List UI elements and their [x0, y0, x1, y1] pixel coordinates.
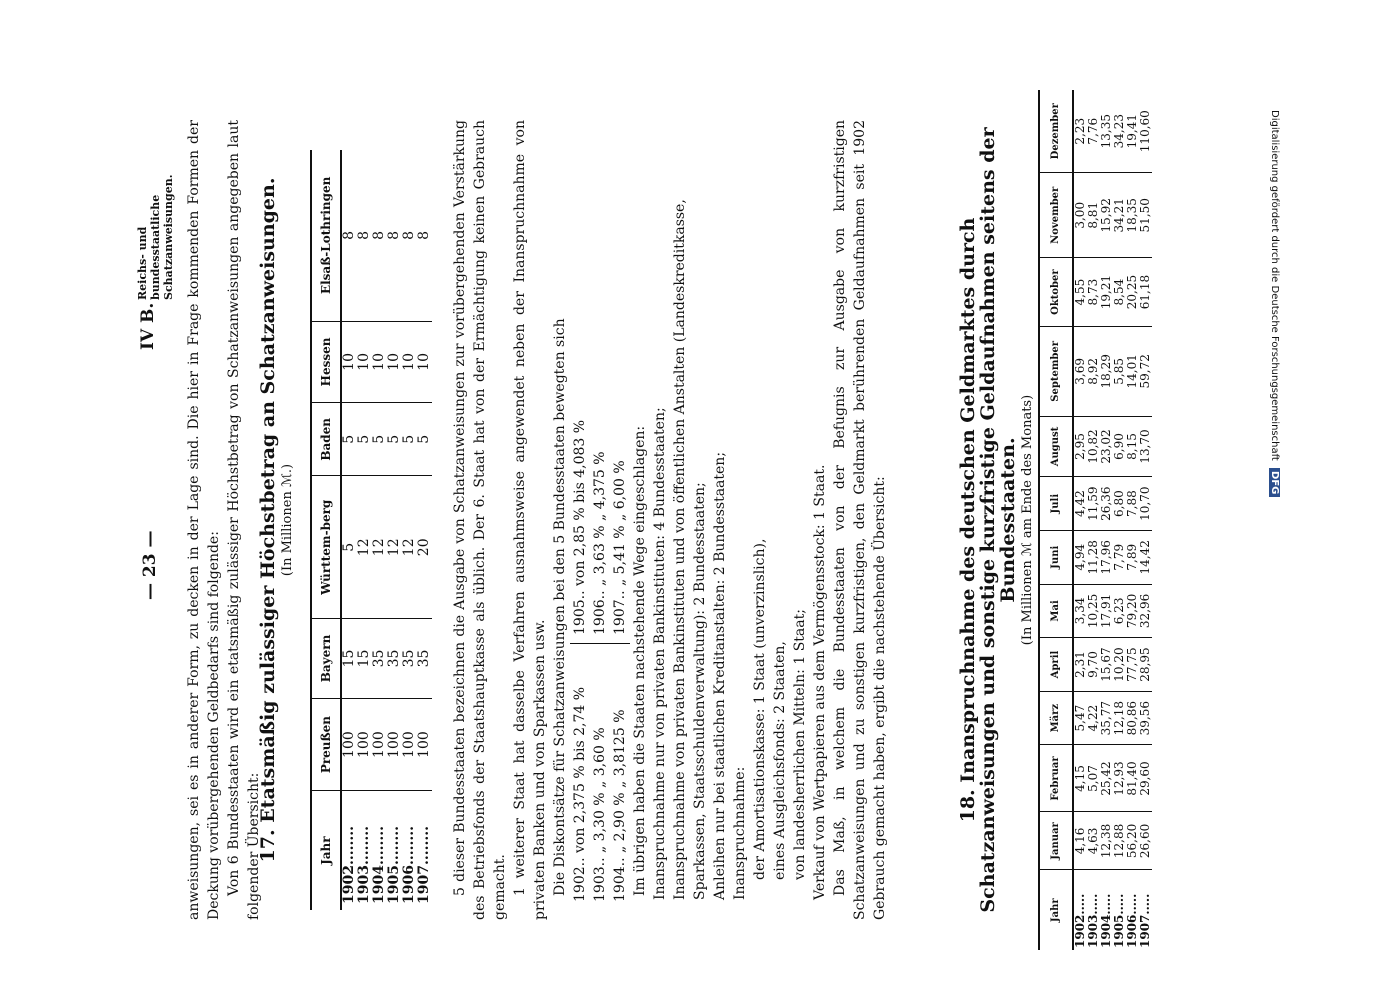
discount-rates — [570, 120, 630, 902]
table18-cell: 19,41 — [1126, 90, 1139, 173]
table18-col-header: Januar — [1039, 812, 1073, 870]
table18-cell: 2,23 — [1073, 90, 1087, 173]
table18-cell: 20,25 — [1126, 258, 1139, 327]
table17-cell: 10 — [357, 321, 372, 402]
table18-cell: 29,60 — [1139, 745, 1152, 812]
table18-cell: 34,23 — [1113, 90, 1126, 173]
table18-col-header: Juni — [1039, 530, 1073, 584]
table17-cell: 100 — [417, 698, 432, 790]
intro-paragraph-1: anweisungen, sei es in anderer Form, zu decken in der Lage sind. Die hier in Frage kommenden Formen der Deckung vorübergehenden Geldbedarfs sind folgende: — [186, 120, 222, 920]
table18-cell: 79,20 — [1126, 584, 1139, 638]
table18-cell: 81,40 — [1126, 745, 1139, 812]
table17-cell: 100 — [357, 698, 372, 790]
digitization-footer — [1269, 110, 1280, 497]
table18-cell: 4,55 — [1073, 258, 1087, 327]
table18-col-header: März — [1039, 691, 1073, 745]
table17-row — [402, 150, 417, 910]
table18-cell: 15,92 — [1100, 173, 1113, 258]
mid-paragraph-5: Das Maß, in welchem die Bundesstaaten von der Befugnis zur Ausgabe von kurzfristigen Schatzanweisungen und zu sonstigen kurzfristigen, den Geldmarkt berührenden Geldaufnahmen seit 1902 Gebrauch gemacht haben, ergibt die nachstehende Übersicht: — [832, 120, 888, 920]
table17-cell: 10 — [372, 321, 387, 402]
discount-rate-line: 1904.. „ 2,90 % „ 3,8125 % — [612, 709, 628, 902]
table18-cell: 7,79 — [1113, 530, 1126, 584]
table17-cell: 35 — [402, 619, 417, 699]
table17-cell: 5 — [372, 403, 387, 476]
table17-cell: 10 — [387, 321, 402, 402]
table17-cell: 100 — [402, 698, 417, 790]
table18-cell: 8,73 — [1087, 258, 1100, 327]
table18-col-header: Juli — [1039, 477, 1073, 531]
table18-cell: 1907..... — [1138, 893, 1152, 948]
mid-paragraph-2: 1 weiterer Staat hat dasselbe Verfahren ausnahmsweise angewendet neben der Inanspruchnahme von privaten Banken und von Sparkassen usw. — [512, 120, 548, 920]
table18-cell: 3,00 — [1073, 173, 1087, 258]
discount-rate-line: 1902.. von 2,375 % bis 2,74 % — [572, 686, 588, 902]
middle-text — [450, 120, 890, 920]
table18-cell: 12,18 — [1113, 691, 1126, 745]
table17-row — [341, 150, 357, 910]
table18-cell: 77,75 — [1126, 638, 1139, 692]
table17-cell: 100 — [372, 698, 387, 790]
discount-rate-line: 1906.. „ 3,63 % „ 4,375 % — [592, 451, 608, 635]
table17-cell: 1907........ — [416, 826, 432, 904]
table18-cell: 7,89 — [1126, 530, 1139, 584]
table18-col-header: September — [1039, 327, 1073, 417]
table18-cell: 8,92 — [1087, 327, 1100, 417]
table17-cell: 12 — [402, 476, 417, 619]
table18-cell: 80,86 — [1126, 691, 1139, 745]
list-item: eines Ausgleichsfonds: 2 Staaten, — [772, 641, 788, 880]
table18-cell: 12,88 — [1113, 812, 1126, 870]
table17-cell: 8 — [341, 150, 357, 321]
table18-cell: 13,35 — [1100, 90, 1113, 173]
table18-body — [1073, 90, 1152, 950]
table18-cell: 3,69 — [1073, 327, 1087, 417]
discount-rate-line: 1905.. von 2,85 % bis 4,083 % — [572, 419, 588, 635]
table18-cell: 13,70 — [1139, 416, 1152, 477]
section-subtitle: Reichs- und bundesstaatliche Schatzanweisungen. — [136, 174, 175, 300]
table17-row — [387, 150, 402, 910]
table18-title: 18. Inanspruchnahme des deutschen Geldmarktes durch Schatzanweisungen und sonstige kurzfristige Geldaufnahmen seitens der Bundesstaaten. — [957, 127, 1019, 913]
table18-cell: 59,72 — [1139, 327, 1152, 417]
table18-cell: 25,42 — [1100, 745, 1113, 812]
table17-col-header: Baden — [311, 403, 341, 476]
table18-cell: 5,07 — [1087, 745, 1100, 812]
discount-rates-left — [570, 662, 630, 902]
table17-row — [417, 150, 432, 910]
table18-row — [1073, 90, 1087, 950]
table18-cell: 17,91 — [1100, 584, 1113, 638]
table18-cell: 8,81 — [1087, 173, 1100, 258]
table17-col-header: Bayern — [311, 619, 341, 699]
table17-cell: 1904........ — [371, 826, 387, 904]
table18-cell: 4,15 — [1073, 745, 1087, 812]
table18-cell: 1906..... — [1125, 893, 1139, 948]
table18-cell: 39,56 — [1139, 691, 1152, 745]
table18-cell: 2,95 — [1073, 416, 1087, 477]
table18-cell: 35,77 — [1100, 691, 1113, 745]
table18-cell: 10,20 — [1113, 638, 1126, 692]
table18-cell: 12,93 — [1113, 745, 1126, 812]
table18-cell: 10,82 — [1087, 416, 1100, 477]
table18-cell: 1903..... — [1086, 893, 1100, 948]
table17-cell: 12 — [357, 476, 372, 619]
page-header — [136, 30, 180, 990]
ways-list — [650, 120, 830, 920]
table17-cell: 5 — [402, 403, 417, 476]
table17-cell: 15 — [357, 619, 372, 699]
table18-cell: 14,42 — [1139, 530, 1152, 584]
table18-cell: 26,60 — [1139, 812, 1152, 870]
table17 — [310, 150, 432, 910]
list-item: Inanspruchnahme nur von privaten Bankinstituten: 4 Bundesstaaten; — [652, 407, 668, 900]
table17-cell: 100 — [341, 698, 357, 790]
table17-cell: 35 — [387, 619, 402, 699]
table18-cell: 14,01 — [1126, 327, 1139, 417]
table18-cell: 18,29 — [1100, 327, 1113, 417]
table17-cell: 5 — [387, 403, 402, 476]
table18-cell: 26,36 — [1100, 477, 1113, 531]
table18-cell: 56,20 — [1126, 812, 1139, 870]
table17-header-row — [311, 150, 341, 910]
mid-paragraph-4: Im übrigen haben die Staaten nachstehende Wege eingeschlagen: — [632, 425, 648, 896]
table17-cell: 8 — [387, 150, 402, 321]
table18-col-header: Oktober — [1039, 258, 1073, 327]
table18-cell: 17,96 — [1100, 530, 1113, 584]
list-item: von landesherrlichen Mitteln: 1 Staat; — [792, 609, 808, 880]
list-item: Inanspruchnahme von privaten Bankinstituten und von öffentlichen Anstalten (Landeskreditkasse, Sparkassen, Staatsschuldenverwaltung): 2 Bundesstaaten; — [672, 199, 708, 900]
table17-cell: 12 — [387, 476, 402, 619]
table17-cell: 10 — [341, 321, 357, 402]
table18-cell: 11,28 — [1087, 530, 1100, 584]
table18-col-header: April — [1039, 638, 1073, 692]
table18-cell: 10,25 — [1087, 584, 1100, 638]
table17-cell: 10 — [417, 321, 432, 402]
table18-cell: 3,34 — [1073, 584, 1087, 638]
table18-row — [1139, 90, 1152, 950]
list-item: Inanspruchnahme: — [732, 766, 748, 900]
table18-col-header: Februar — [1039, 745, 1073, 812]
table17-cell: 5 — [341, 403, 357, 476]
table18-cell: 4,63 — [1087, 812, 1100, 870]
table18-cell: 4,16 — [1073, 812, 1087, 870]
table18-cell: 8,54 — [1113, 258, 1126, 327]
table17-cell: 35 — [417, 619, 432, 699]
table18-cell: 18,35 — [1126, 173, 1139, 258]
discount-rate-line: 1907.. „ 5,41 % „ 6,00 % — [612, 460, 628, 635]
table17-cell: 100 — [387, 698, 402, 790]
table18-cell: 19,21 — [1100, 258, 1113, 327]
section-label: IV B. — [138, 302, 158, 350]
intro-text — [184, 120, 264, 920]
table17-cell: 5 — [341, 476, 357, 619]
table17-col-header: Hessen — [311, 321, 341, 402]
table18-cell: 2,31 — [1073, 638, 1087, 692]
table18-col-header: November — [1039, 173, 1073, 258]
list-item: der Amortisationskasse: 1 Staat (unverzinslich), — [752, 538, 768, 880]
table17-cell: 8 — [372, 150, 387, 321]
table18-cell: 32,96 — [1139, 584, 1152, 638]
mid-paragraph-3: Die Diskontsätze für Schatzanweisungen bei den 5 Bundesstaaten bewegten sich — [552, 318, 568, 896]
table18-cell: 11,59 — [1087, 477, 1100, 531]
table17-cell: 1906........ — [401, 826, 417, 904]
table18-cell: 34,21 — [1113, 173, 1126, 258]
table17-cell: 35 — [372, 619, 387, 699]
table18-cell: 23,02 — [1100, 416, 1113, 477]
table17-col-header: Preußen — [311, 698, 341, 790]
table17-cell: 1902........ — [341, 826, 357, 904]
table18-cell: 6,90 — [1113, 416, 1126, 477]
footer-text: Digitalisierung gefördert durch die Deutsche Forschungsgemeinschaft — [1269, 110, 1280, 461]
table18-cell: 1902..... — [1073, 893, 1087, 948]
table18-cell: 1904..... — [1099, 893, 1113, 948]
list-item: Anleihen nur bei staatlichen Kreditanstalten: 2 Bundesstaaten; — [712, 451, 728, 900]
table17-cell: 8 — [402, 150, 417, 321]
table17-col-header: Elsaß-Lothringen — [311, 150, 341, 321]
table18-cell: 4,42 — [1073, 477, 1087, 531]
intro-paragraph-2: Von 6 Bundesstaaten wird ein etatsmäßig zulässiger Höchstbetrag von Schatzanweisungen angegeben laut folgender Übersicht: — [226, 120, 262, 920]
table18-cell: 110,60 — [1139, 90, 1152, 173]
table17-col-header: Württem-berg — [311, 476, 341, 619]
table18-cell: 12,38 — [1100, 812, 1113, 870]
table17-title: 17. Etatsmäßig zulässiger Höchstbetrag an Schatzanweisungen. — [257, 177, 279, 863]
table17-col-header: Jahr — [311, 791, 341, 910]
table17-body — [341, 150, 432, 910]
table18-col-header: Dezember — [1039, 90, 1073, 173]
table17-cell: 8 — [417, 150, 432, 321]
page-number: — 23 — — [140, 530, 160, 600]
table17-cell: 10 — [402, 321, 417, 402]
table17-cell: 1905........ — [386, 826, 402, 904]
table18-cell: 4,22 — [1087, 691, 1100, 745]
table18-col-header: August — [1039, 416, 1073, 477]
rotated-page — [120, 30, 1300, 990]
table18-cell: 6,23 — [1113, 584, 1126, 638]
table17-cell: 20 — [417, 476, 432, 619]
table18-cell: 6,80 — [1113, 477, 1126, 531]
table18-header-row — [1039, 90, 1073, 950]
list-item: Verkauf von Wertpapieren aus dem Vermögensstock: 1 Staat. — [812, 464, 828, 900]
table18-cell: 7,88 — [1126, 477, 1139, 531]
table17-row — [357, 150, 372, 910]
dfg-logo: DFG — [1269, 468, 1280, 497]
table17-heading — [258, 120, 298, 920]
table18-cell: 7,76 — [1087, 90, 1100, 173]
table18-cell: 61,18 — [1139, 258, 1152, 327]
document-page — [120, 30, 1300, 990]
table18-heading — [958, 120, 1038, 920]
table18-cell: 4,94 — [1073, 530, 1087, 584]
table18-cell: 9,70 — [1087, 638, 1100, 692]
table17-cell: 15 — [341, 619, 357, 699]
table18-col-header: Mai — [1039, 584, 1073, 638]
table18-cell: 15,67 — [1100, 638, 1113, 692]
table18-subtitle: (In Millionen ℳ am Ende des Monats) — [1020, 394, 1035, 646]
discount-rate-line: 1903.. „ 3,30 % „ 3,60 % — [592, 727, 608, 902]
table18-cell: 8,15 — [1126, 416, 1139, 477]
table18-cell: 10,70 — [1139, 477, 1152, 531]
table17-cell: 5 — [417, 403, 432, 476]
table18-cell: 1905..... — [1112, 893, 1126, 948]
table18-cell: 28,95 — [1139, 638, 1152, 692]
table17-cell: 1903........ — [356, 826, 372, 904]
table17-subtitle: (In Millionen ℳ.) — [280, 463, 295, 577]
table18-cell: 5,47 — [1073, 691, 1087, 745]
table17-cell: 8 — [357, 150, 372, 321]
mid-paragraph-1: 5 dieser Bundesstaaten bezeichnen die Ausgabe von Schatzanweisungen zur vorübergehenden Verstärkung des Betriebsfonds der Staatshauptkasse als üblich. Der 6. Staat hat von der Ermächtigung keinen Gebrauch gemacht. — [452, 120, 508, 920]
table18 — [1038, 90, 1152, 950]
table17-cell: 12 — [372, 476, 387, 619]
table18-col-header: Jahr — [1039, 870, 1073, 950]
table17-row — [372, 150, 387, 910]
table18-cell: 5,85 — [1113, 327, 1126, 417]
discount-rates-right — [570, 395, 630, 644]
table17-cell: 5 — [357, 403, 372, 476]
table18-cell: 51,50 — [1139, 173, 1152, 258]
